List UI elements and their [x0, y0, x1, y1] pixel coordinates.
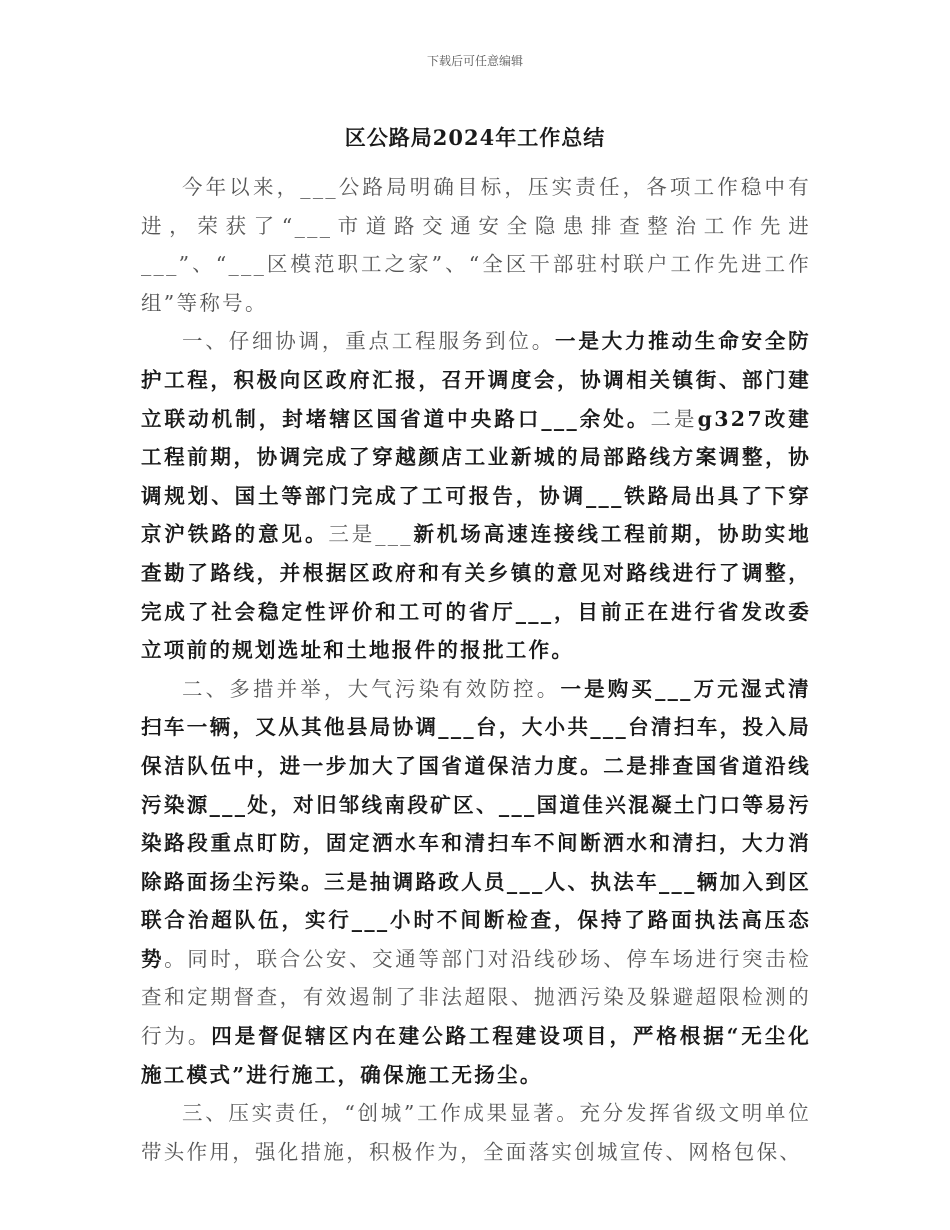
paragraph-section-2: [141, 670, 811, 1095]
paragraph-segment: g327改建工程前期，协调完成了穿越颜店工业新城的局部路线方案调整，协调规划、国土等部门完成了工可报告，协调___铁路局出具了下穿京沪铁路的意见。: [141, 406, 811, 547]
paragraph-segment: 三是___: [328, 522, 413, 547]
header-note: 下载后可任意编辑: [426, 54, 523, 68]
paragraph-segment: 今年以来，___公路局明确目标，压实责任，各项工作稳中有进，荣获了“___市道路交通安全隐患排查整治工作先进___”、“___区模范职工之家”、“全区干部驻村联户工作先进工作组”等称号。: [141, 175, 811, 315]
paragraph-section-3: [141, 1094, 811, 1171]
paragraph-segment: 一是大力推动生命安全防护工程，积极向区政府汇报，召开调度会，协调相关镇街、部门建立联动机制，封堵辖区国省道中央路口___余处。: [141, 329, 811, 431]
section-heading: 三、压实责任，“创城”工作成果显著。充分发挥省级文明单位带头作用，强化措施，积极作为，全面落实创城宣传、网格包保、: [141, 1101, 811, 1164]
document-body: [141, 168, 811, 1171]
section-heading: 一、仔细协调，重点工程服务到位。: [182, 329, 556, 354]
paragraph-segment: 。同时，联合公安、交通等部门对沿线砂场、停车场进行突击检查和定期督查，有效遏制了非法超限、抛洒污染及躲避超限检测的行为。: [141, 946, 811, 1049]
paragraph-segment: 一是购买___万元湿式清扫车一辆，又从其他县局协调___台，大小共___台清扫车，投入局保洁队伍中，进一步加大了国省道保洁力度。二是排查国省道沿线污染源___处，对旧邹线南段矿区、___国道佳兴混凝土门口等易污染路段重点盯防，固定洒水车和清扫车不间断洒水和清扫，大力消除路面扬尘污染。三是抽调路政人员___人、执法车___辆加入到区联合治超队伍，实行___小时不间断检查，保持了路面执法高压态势: [141, 676, 811, 971]
paragraph-segment: 四是督促辖区内在建公路工程建设项目，严格根据“无尘化施工模式”进行施工，确保施工无扬尘。: [141, 1024, 811, 1087]
document-title: 区公路局2024年工作总结: [344, 125, 606, 150]
paragraph-section-1: [141, 322, 811, 669]
paragraph-intro: [141, 168, 811, 322]
paragraph-segment: 新机场高速连接线工程前期，协助实地查勘了路线，并根据区政府和有关乡镇的意见对路线进行了调整，完成了社会稳定性评价和工可的省厅___，目前正在进行省发改委立项前的规划选址和土地报件的报批工作。: [141, 522, 811, 663]
section-heading: 二、多措并举，大气污染有效防控。: [182, 676, 561, 701]
paragraph-segment: 二是: [650, 406, 698, 431]
